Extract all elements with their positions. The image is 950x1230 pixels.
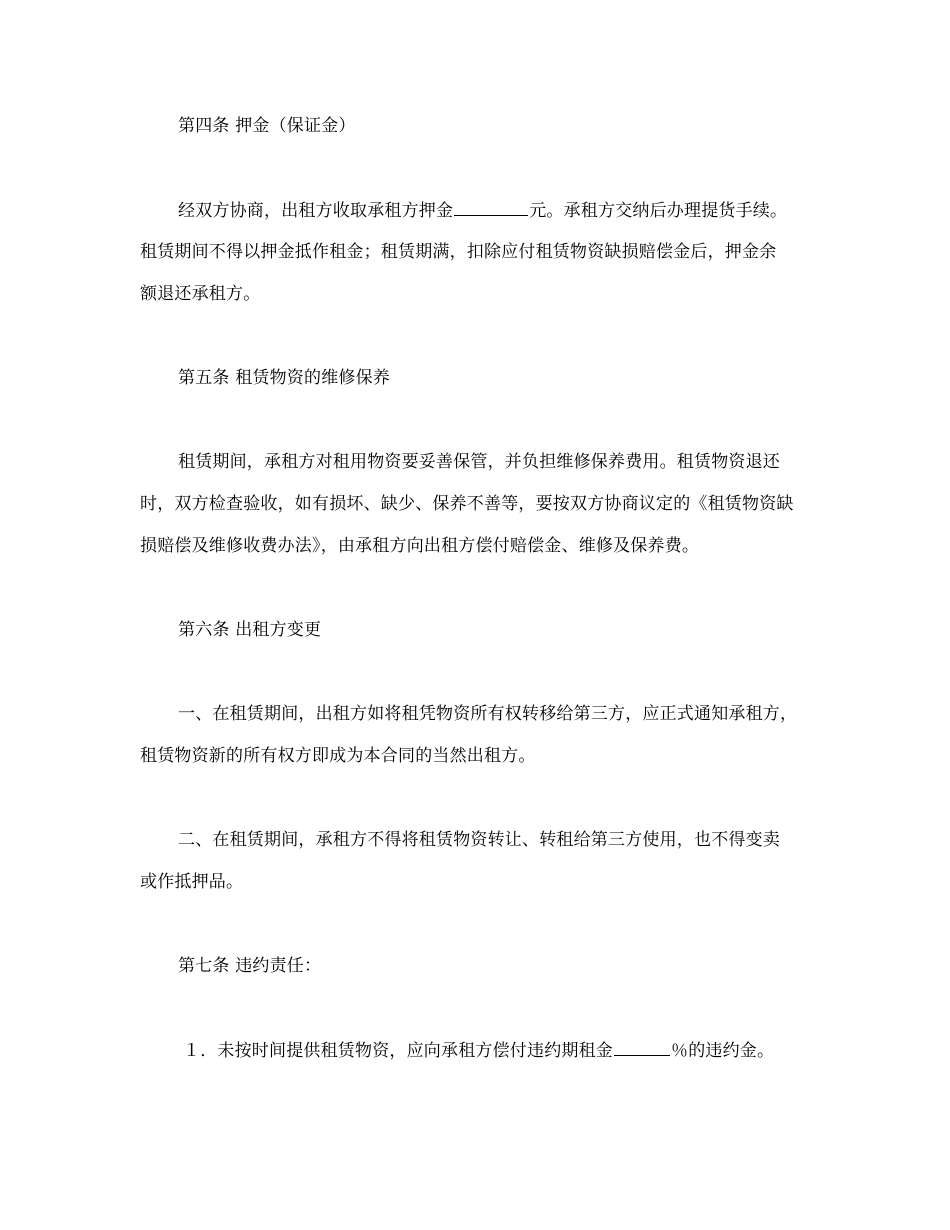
article-6-heading: 第六条 出租方变更 xyxy=(178,620,322,640)
article-7-item-1-text-a: １．未按时间提供租赁物资，应向承租方偿付违约期租金 xyxy=(183,1041,613,1061)
article-5-line-2: 时，双方检查验收，如有损坏、缺少、保养不善等，要按双方协商议定的《租赁物资缺 xyxy=(140,494,794,514)
article-6-clause-2-line-2: 或作抵押品。 xyxy=(140,872,244,892)
article-4-line-1-text-b: 元。承租方交纳后办理提货手续。 xyxy=(529,201,788,221)
article-7-heading: 第七条 违约责任： xyxy=(178,956,322,976)
article-5-line-3: 损赔偿及维修收费办法》，由承租方向出租方偿付赔偿金、维修及保养费。 xyxy=(140,536,700,556)
article-6-clause-1-line-1: 一、在租赁期间，出租方如将租凭物资所有权转移给第三方，应正式通知承租方， xyxy=(178,704,798,724)
article-4-heading: 第四条 押金（保证金） xyxy=(178,116,356,136)
article-5-heading: 第五条 租赁物资的维修保养 xyxy=(178,368,391,388)
article-4-line-3: 额退还承租方。 xyxy=(140,284,261,304)
penalty-percent-blank xyxy=(614,1038,670,1056)
article-4-line-1 xyxy=(178,198,830,223)
article-5-line-1: 租赁期间，承租方对租用物资要妥善保管，并负担维修保养费用。租赁物资退还 xyxy=(178,452,780,472)
deposit-amount-blank xyxy=(454,198,528,216)
article-6-clause-1-line-2: 租赁物资新的所有权方即成为本合同的当然出租方。 xyxy=(140,746,536,766)
article-4-line-2: 租赁期间不得以押金抵作租金；租赁期满，扣除应付租赁物资缺损赔偿金后，押金余 xyxy=(140,242,777,262)
article-6-clause-2-line-1: 二、在租赁期间，承租方不得将租赁物资转让、转租给第三方使用，也不得变卖 xyxy=(178,830,780,850)
article-4-line-1-text-a: 经双方协商，出租方收取承租方押金 xyxy=(178,201,454,221)
article-7-item-1-text-b: ％的违约金。 xyxy=(671,1041,775,1061)
article-7-item-1 xyxy=(183,1038,830,1063)
